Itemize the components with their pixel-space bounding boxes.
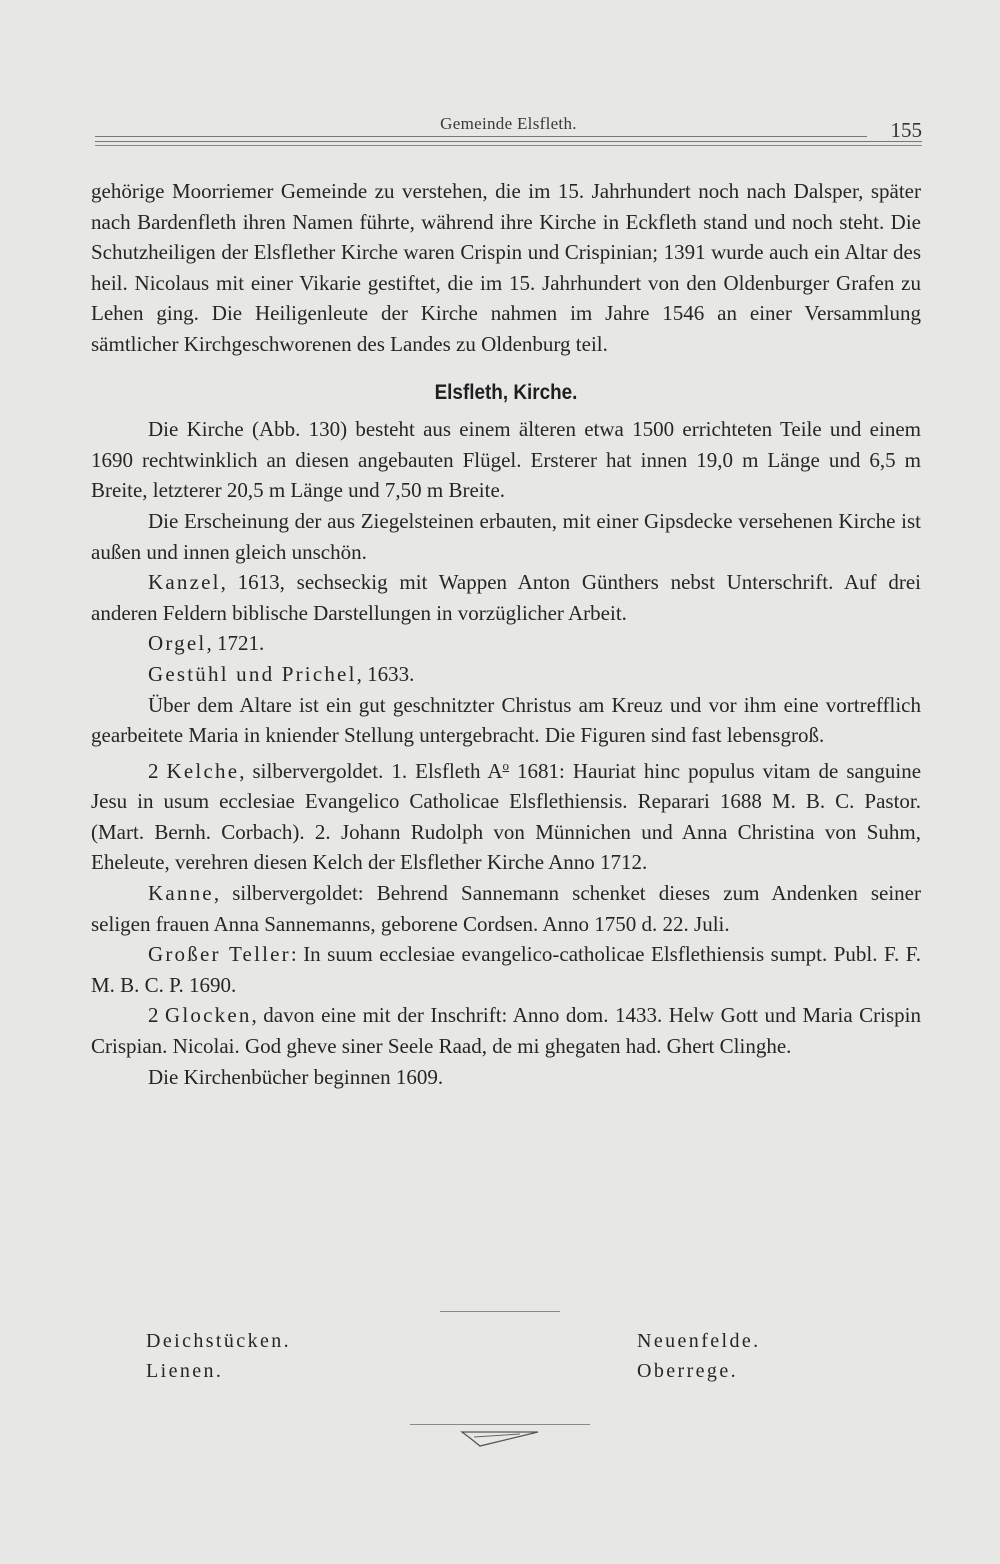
term-orgel: Orgel	[148, 631, 207, 656]
section-separator	[440, 1311, 560, 1312]
running-header	[95, 108, 922, 156]
page-number: 155	[890, 118, 922, 142]
paragraph-altar: Über dem Altare ist ein gut geschnitzter Christus am Kreuz und vor ihm eine vortrefflich gearbeitete Maria in kniender Stellung untergebracht. Die Figuren sind fast lebensgroß.	[91, 692, 921, 748]
gestuehl-text: , 1633.	[356, 661, 415, 686]
term-gestuehl: Gestühl und Prichel	[148, 661, 357, 686]
header-rule	[95, 136, 867, 137]
place-name: Deichstücken.	[146, 1330, 292, 1352]
paragraph-kanzel	[91, 567, 921, 628]
kelche-text-a: , silbervergoldet. 1. Elsfleth A	[239, 758, 503, 783]
paragraph-teller	[91, 939, 921, 1000]
place-name: Oberrege.	[637, 1360, 738, 1382]
term-teller: Großer Teller	[148, 942, 291, 967]
paragraph-glocken	[91, 1000, 921, 1061]
paragraph-kirche: Die Kirche (Abb. 130) besteht aus einem älteren etwa 1500 errichteten Teile und einem 1690 rechtwinklich an diesen angebauten Flügel. Ersterer hat innen 19,0 m Länge und 6,5 m Breite, letzterer 20,5 m Länge und 7,50 m Breite.	[91, 417, 921, 503]
section-heading: Elsfleth, Kirche.	[434, 380, 578, 404]
term-kanne: Kanne	[148, 881, 214, 906]
glocken-text: , davon eine mit der Inschrift: Anno dom. 1433. Helw Gott und Maria Crispin Crispian. Nicolai. God gheve siner Seele Raad, de mi ghegaten had. Ghert Clinghe.	[91, 1003, 921, 1059]
term-glocken: Glocken	[165, 1003, 252, 1028]
places-right-column	[637, 1326, 761, 1386]
paragraph-intro: gehörige Moorriemer Gemeinde zu verstehen, die im 15. Jahrhundert noch nach Dalsper, später nach Bardenfleth ihren Namen führte, während ihre Kirche in Eckfleth stand und noch steht. Die Schutzheiligen der Elsflether Kirche waren Crispin und Crispinian; 1391 wurde auch ein Altar des heil. Nicolaus mit einer Vikarie gestiftet, die im 15. Jahrhundert von den Oldenburger Grafen zu Lehen ging. Die Heiligenleute der Kirche nahmen im Jahre 1546 an einer Versammlung sämtlicher Kirchgeschworenen des Landes zu Oldenburg teil.	[91, 179, 921, 356]
end-rule	[410, 1424, 590, 1425]
paragraph-erscheinung: Die Erscheinung der aus Ziegelsteinen erbauten, mit einer Gipsdecke versehenen Kirche ist außen und innen gleich unschön.	[91, 508, 921, 564]
paragraph-kanne	[91, 878, 921, 939]
kanne-text: , silbervergoldet: Behrend Sannemann schenket dieses zum Andenken seiner seligen frauen Anna Sannemanns, geborene Cordsen. Anno 1750 d. 22. Juli.	[91, 881, 921, 936]
paragraph-orgel	[91, 628, 921, 659]
orgel-text: , 1721.	[206, 631, 265, 656]
header-title: Gemeinde Elsfleth.	[440, 114, 577, 133]
glocken-count: 2	[148, 1003, 159, 1028]
place-name: Lienen.	[146, 1360, 224, 1382]
header-rule	[95, 141, 922, 142]
end-ornament-icon	[460, 1428, 540, 1450]
places-left-column	[146, 1326, 291, 1386]
body-text	[91, 176, 921, 1092]
kelche-count: 2	[148, 758, 159, 783]
teller-text: : In suum ecclesiae evangelico-catholicae Elsflethiensis sumpt. Publ. F. F. M. B. C. P. 1690.	[91, 942, 922, 997]
header-rule	[95, 145, 922, 146]
place-name: Neuenfelde.	[637, 1330, 761, 1352]
term-kelche: Kelche	[166, 758, 240, 783]
term-kanzel: Kanzel	[148, 570, 221, 595]
paragraph-kirchenbuecher: Die Kirchenbücher beginnen 1609.	[148, 1064, 444, 1089]
kelche-text-b: 1681: Hauriat hinc populus vitam de sanguine Jesu in usum ecclesiae Evangelico Catholicae Elsflethiensis. Reparari 1688 M. B. C. Pastor. (Mart. Bernh. Corbach). 2. Johann Rudolph von Münnichen und Anna Christina von Suhm, Eheleute, verehren diesen Kelch der Elsflether Kirche Anno 1712.	[91, 758, 922, 875]
kelche-sup: o	[502, 757, 510, 773]
kanzel-text: , 1613, sechseckig mit Wappen Anton Günthers nebst Unterschrift. Auf drei anderen Feldern biblische Darstellungen in vorzüglicher Arbeit.	[91, 570, 921, 625]
paragraph-kelche	[91, 751, 921, 878]
paragraph-gestuehl	[91, 659, 921, 690]
